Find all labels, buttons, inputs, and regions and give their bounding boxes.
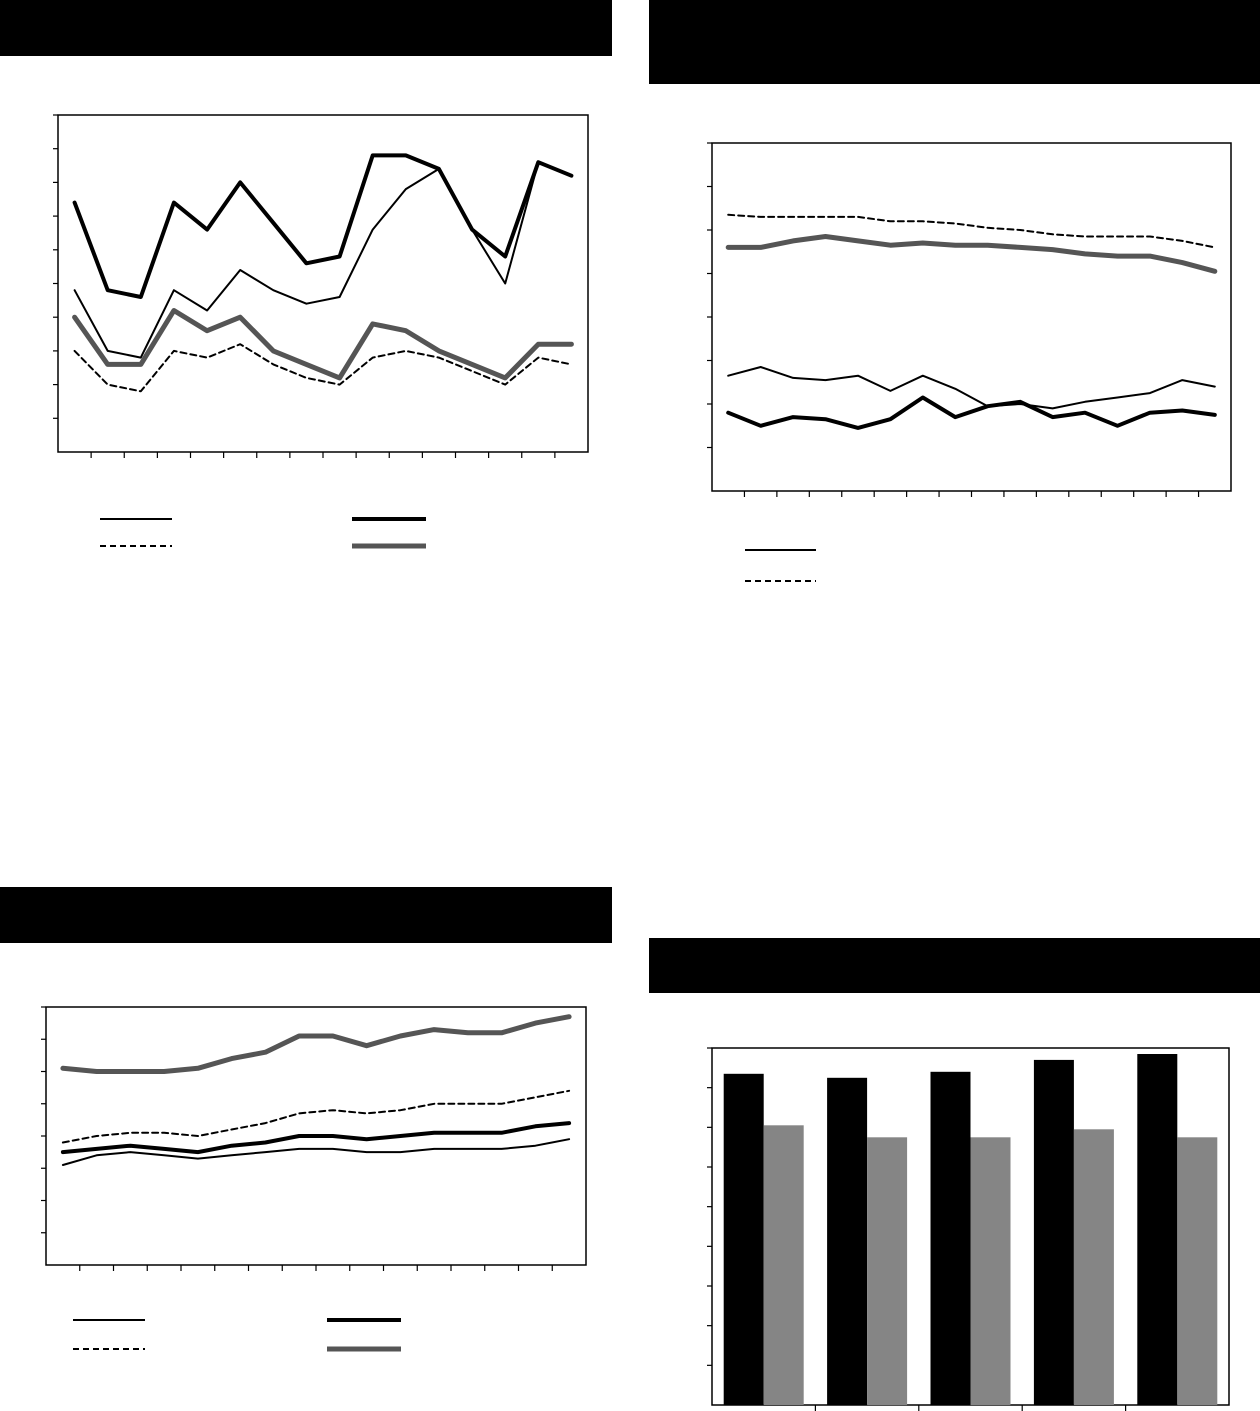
series-line-thick-gray <box>63 1017 569 1072</box>
bar-black <box>931 1072 971 1405</box>
series-line-dashed <box>728 215 1215 248</box>
bar-gray <box>971 1137 1011 1405</box>
bar-gray <box>1074 1129 1114 1405</box>
plot-frame <box>712 143 1231 491</box>
bar-black <box>724 1074 764 1405</box>
chart-bottom-left <box>41 1007 586 1349</box>
series-line-thick <box>63 1123 569 1152</box>
chart-top-left <box>53 115 588 546</box>
series-line-thick-gray <box>728 237 1215 272</box>
series-line-thin <box>63 1139 569 1165</box>
bar-black <box>1034 1060 1074 1405</box>
bar-black <box>827 1078 867 1405</box>
series-line-thick-gray <box>75 311 572 378</box>
series-line-thin <box>728 367 1215 408</box>
bar-gray <box>1177 1137 1217 1405</box>
series-line-thick <box>75 155 572 297</box>
chart-top-right <box>707 143 1231 581</box>
chart-bottom-right <box>707 1048 1229 1411</box>
bar-gray <box>867 1137 907 1405</box>
bar-gray <box>764 1125 804 1405</box>
bar-black <box>1137 1054 1177 1405</box>
plot-frame <box>58 115 588 452</box>
series-line-thick <box>728 398 1215 428</box>
